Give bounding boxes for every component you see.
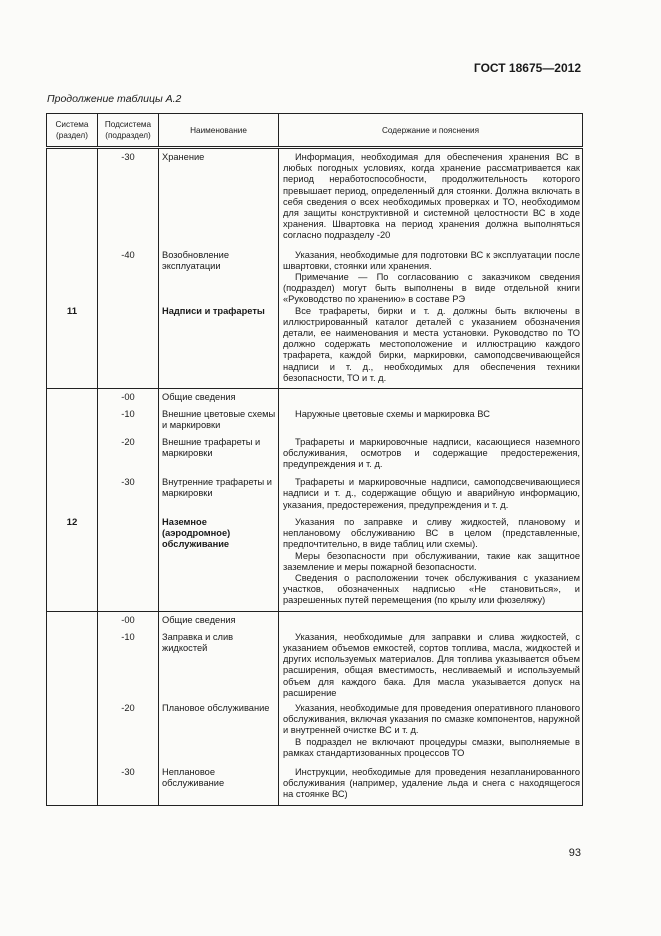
system-cell bbox=[47, 611, 98, 626]
name-cell: Неплановое обслуживание bbox=[159, 759, 279, 805]
name-cell: Внешние трафареты и маркировки bbox=[159, 432, 279, 471]
system-cell: 12 bbox=[47, 511, 98, 611]
content-cell bbox=[279, 470, 583, 511]
column-header: Подсистема (подраздел) bbox=[98, 114, 159, 148]
content-cell bbox=[279, 511, 583, 611]
page-number: 93 bbox=[568, 847, 581, 859]
content-paragraph: Трафареты и маркировочные надписи, самоподсвечивающиеся надписи и т. д., содержащие общую и аварийную информацию, указания, предостережения, предупреждения и т. д. bbox=[283, 477, 580, 510]
table-row bbox=[47, 759, 583, 805]
content-paragraph: Меры безопасности при обслуживании, такие как защитное заземление и меры пожарной безопасности. bbox=[283, 550, 580, 572]
subsystem-cell: -10 bbox=[98, 626, 159, 699]
column-header: Система (раздел) bbox=[47, 114, 98, 148]
name-cell: Заправка и слив жидкостей bbox=[159, 626, 279, 699]
content-cell bbox=[279, 699, 583, 759]
subsystem-cell: -20 bbox=[98, 699, 159, 759]
name-cell: Общие сведения bbox=[159, 389, 279, 404]
content-paragraph: Указания по заправке и сливу жидкостей, плановому и неплановому обслуживанию ВС в целом (представленные, предпочтительно, в виде таблиц или схемы). bbox=[283, 516, 580, 550]
table-row bbox=[47, 403, 583, 431]
table-row bbox=[47, 148, 583, 242]
name-cell: Внутренние трафареты и маркировки bbox=[159, 470, 279, 511]
table-row bbox=[47, 432, 583, 471]
table-row bbox=[47, 389, 583, 404]
name-cell: Надписи и трафареты bbox=[159, 306, 279, 389]
subsystem-cell: -30 bbox=[98, 148, 159, 242]
content-cell bbox=[279, 403, 583, 431]
subsystem-cell: -30 bbox=[98, 470, 159, 511]
content-paragraph: Трафареты и маркировочные надписи, касающиеся наземного обслуживания, осмотров и содержащие предостережения, предупреждения и т. д. bbox=[283, 436, 580, 470]
system-cell bbox=[47, 403, 98, 431]
system-cell bbox=[47, 148, 98, 242]
table-row bbox=[47, 511, 583, 611]
content-paragraph: Указания, необходимые для подготовки ВС к эксплуатации после швартовки, стоянки или хранения. bbox=[283, 249, 580, 271]
system-cell bbox=[47, 759, 98, 805]
content-cell bbox=[279, 148, 583, 242]
content-paragraph: Инструкции, необходимые для проведения незапланированного обслуживания (например, удаление льда и снега с находящегося на стоянке ВС) bbox=[283, 766, 580, 800]
content-cell bbox=[279, 389, 583, 404]
subsystem-cell bbox=[98, 511, 159, 611]
table-row bbox=[47, 242, 583, 306]
table-caption: Продолжение таблицы А.2 bbox=[47, 93, 182, 105]
system-cell: 11 bbox=[47, 306, 98, 389]
content-cell bbox=[279, 626, 583, 699]
content-cell bbox=[279, 432, 583, 471]
name-cell: Возобновление эксплуатации bbox=[159, 242, 279, 306]
content-paragraph: Указания, необходимые для заправки и слива жидкостей, с указанием объемов емкостей, сортов топлива, масла, жидкостей и других используемых материалов. Для топлива указывается объем расширения, общая вместимость, несливаемый и используемый объем для каждого бака. Для масла указывается допуск на расширение bbox=[283, 631, 580, 698]
table-row bbox=[47, 699, 583, 759]
system-cell bbox=[47, 389, 98, 404]
table-row bbox=[47, 470, 583, 511]
table-header-row bbox=[47, 114, 583, 148]
content-paragraph: Информация, необходимая для обеспечения хранения ВС в любых погодных условиях, когда хранение рассматривается как период неработоспособности, продолжительность которого превышает период, определенный для стоянки. Должна включать в себя сведения о всех необходимых проверках и ТО, необходимом для защиты конструктивной и системной целостности ВС в ходе хранения. Швартовка на период хранения должна выполняться согласно подразделу -20 bbox=[283, 152, 580, 241]
content-cell bbox=[279, 759, 583, 805]
system-cell bbox=[47, 432, 98, 471]
subsystem-cell: -00 bbox=[98, 611, 159, 626]
system-cell bbox=[47, 699, 98, 759]
subsystem-cell: -20 bbox=[98, 432, 159, 471]
name-cell: Хранение bbox=[159, 148, 279, 242]
table-row bbox=[47, 626, 583, 699]
content-cell bbox=[279, 611, 583, 626]
content-paragraph: Сведения о расположении точек обслуживания с указанием участков, обозначенных надписью «Не становиться», и разрешенных путей перемещения (по крылу или фюзеляжу) bbox=[283, 572, 580, 606]
content-paragraph: Примечание — По согласованию с заказчиком сведения (подраздел) могут быть выполнены в виде отдельной книги «Руководство по хранению» в составе РЭ bbox=[283, 272, 580, 305]
system-cell bbox=[47, 242, 98, 306]
content-paragraph: В подраздел не включают процедуры смазки, выполняемые в рамках стандартизованных процессов ТО bbox=[283, 736, 580, 758]
data-table bbox=[46, 113, 583, 806]
subsystem-cell: -40 bbox=[98, 242, 159, 306]
content-paragraph: Указания, необходимые для проведения оперативного планового обслуживания, включая указания по смазке компонентов, наружной и внутренней очистке ВС и т. д. bbox=[283, 702, 580, 736]
content-cell bbox=[279, 242, 583, 306]
name-cell: Наземное (аэродромное) обслуживание bbox=[159, 511, 279, 611]
column-header: Наименование bbox=[159, 114, 279, 148]
system-cell bbox=[47, 626, 98, 699]
subsystem-cell: -30 bbox=[98, 759, 159, 805]
table-row bbox=[47, 306, 583, 389]
subsystem-cell: -10 bbox=[98, 403, 159, 431]
standard-designation: ГОСТ 18675—2012 bbox=[473, 61, 581, 75]
system-cell bbox=[47, 470, 98, 511]
name-cell: Плановое обслуживание bbox=[159, 699, 279, 759]
content-paragraph: Наружные цветовые схемы и маркировка ВС bbox=[295, 409, 490, 420]
name-cell: Общие сведения bbox=[159, 611, 279, 626]
table-row bbox=[47, 611, 583, 626]
column-header: Содержание и пояснения bbox=[279, 114, 583, 148]
subsystem-cell: -00 bbox=[98, 389, 159, 404]
name-cell: Внешние цветовые схемы и маркировки bbox=[159, 403, 279, 431]
subsystem-cell bbox=[98, 306, 159, 389]
content-cell bbox=[279, 306, 583, 389]
content-paragraph: Все трафареты, бирки и т. д. должны быть включены в иллюстрированный каталог деталей с указанием обозначения детали, ее наименования и места установки. Руководство по ТО должно содержать местоположение и иллюстрацию каждого трафарета, каждой бирки, маркировки, самоподсвечивающейся надписи и т. д., необходимых для обеспечения техники безопасности, ТО и т. д. bbox=[283, 305, 580, 383]
